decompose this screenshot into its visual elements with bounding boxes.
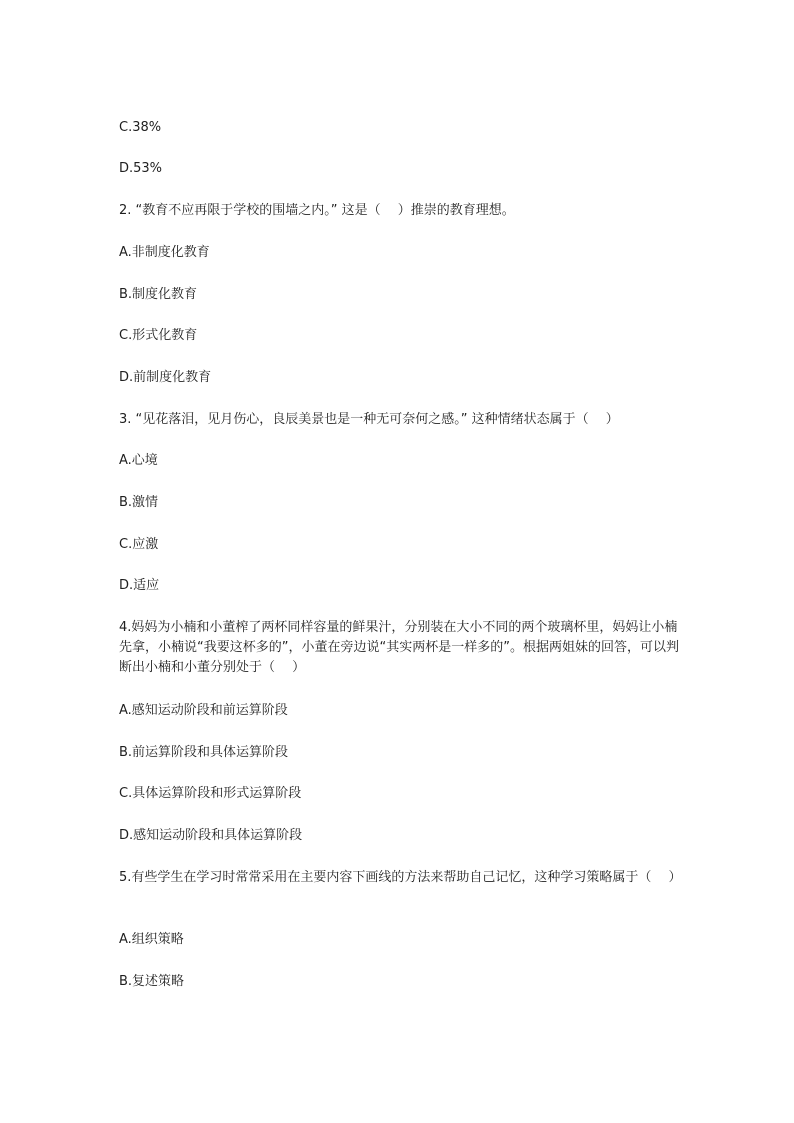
question-3-option-d: D.适应 [119, 578, 160, 593]
question-5-stem: 5.有些学生在学习时常常采用在主要内容下画线的方法来帮助自己记忆，这种学习策略属于（ ） [119, 870, 682, 885]
question-3-option-a: A.心境 [119, 453, 158, 468]
question-3-stem: 3. “见花落泪，见月伤心，良辰美景也是一种无可奈何之感。” 这种情绪状态属于（ ） [119, 412, 619, 427]
question-5-option-b: B.复述策略 [119, 974, 185, 989]
question-3-option-b: B.激情 [119, 495, 159, 510]
question-5-option-a: A.组织策略 [119, 932, 184, 947]
question-2-option-d: D.前制度化教育 [119, 370, 212, 385]
question-4-option-c: C.具体运算阶段和形式运算阶段 [119, 786, 302, 801]
question-2-option-b: B.制度化教育 [119, 287, 198, 302]
question-2-option-a: A.非制度化教育 [119, 245, 210, 260]
option-d-prev: D.53% [119, 161, 163, 176]
question-4-option-b: B.前运算阶段和具体运算阶段 [119, 745, 289, 760]
question-3-option-c: C.应激 [119, 537, 159, 552]
question-4-option-a: A.感知运动阶段和前运算阶段 [119, 703, 288, 718]
option-c-prev: C.38% [119, 120, 162, 135]
question-2-stem: 2. “教育不应再限于学校的围墙之内。” 这是（ ）推崇的教育理想。 [119, 203, 515, 218]
question-2-option-c: C.形式化教育 [119, 328, 198, 343]
question-4-stem: 4.妈妈为小楠和小董榨了两杯同样容量的鲜果汁，分别装在大小不同的两个玻璃杯里，妈妈让小楠先拿，小楠说“我要这杯多的”，小董在旁边说“其实两杯是一样多的”。根据两姐妹的回答，可以判断出小楠和小董分别处于（ ） [119, 620, 679, 675]
question-4-option-d: D.感知运动阶段和具体运算阶段 [119, 828, 303, 843]
